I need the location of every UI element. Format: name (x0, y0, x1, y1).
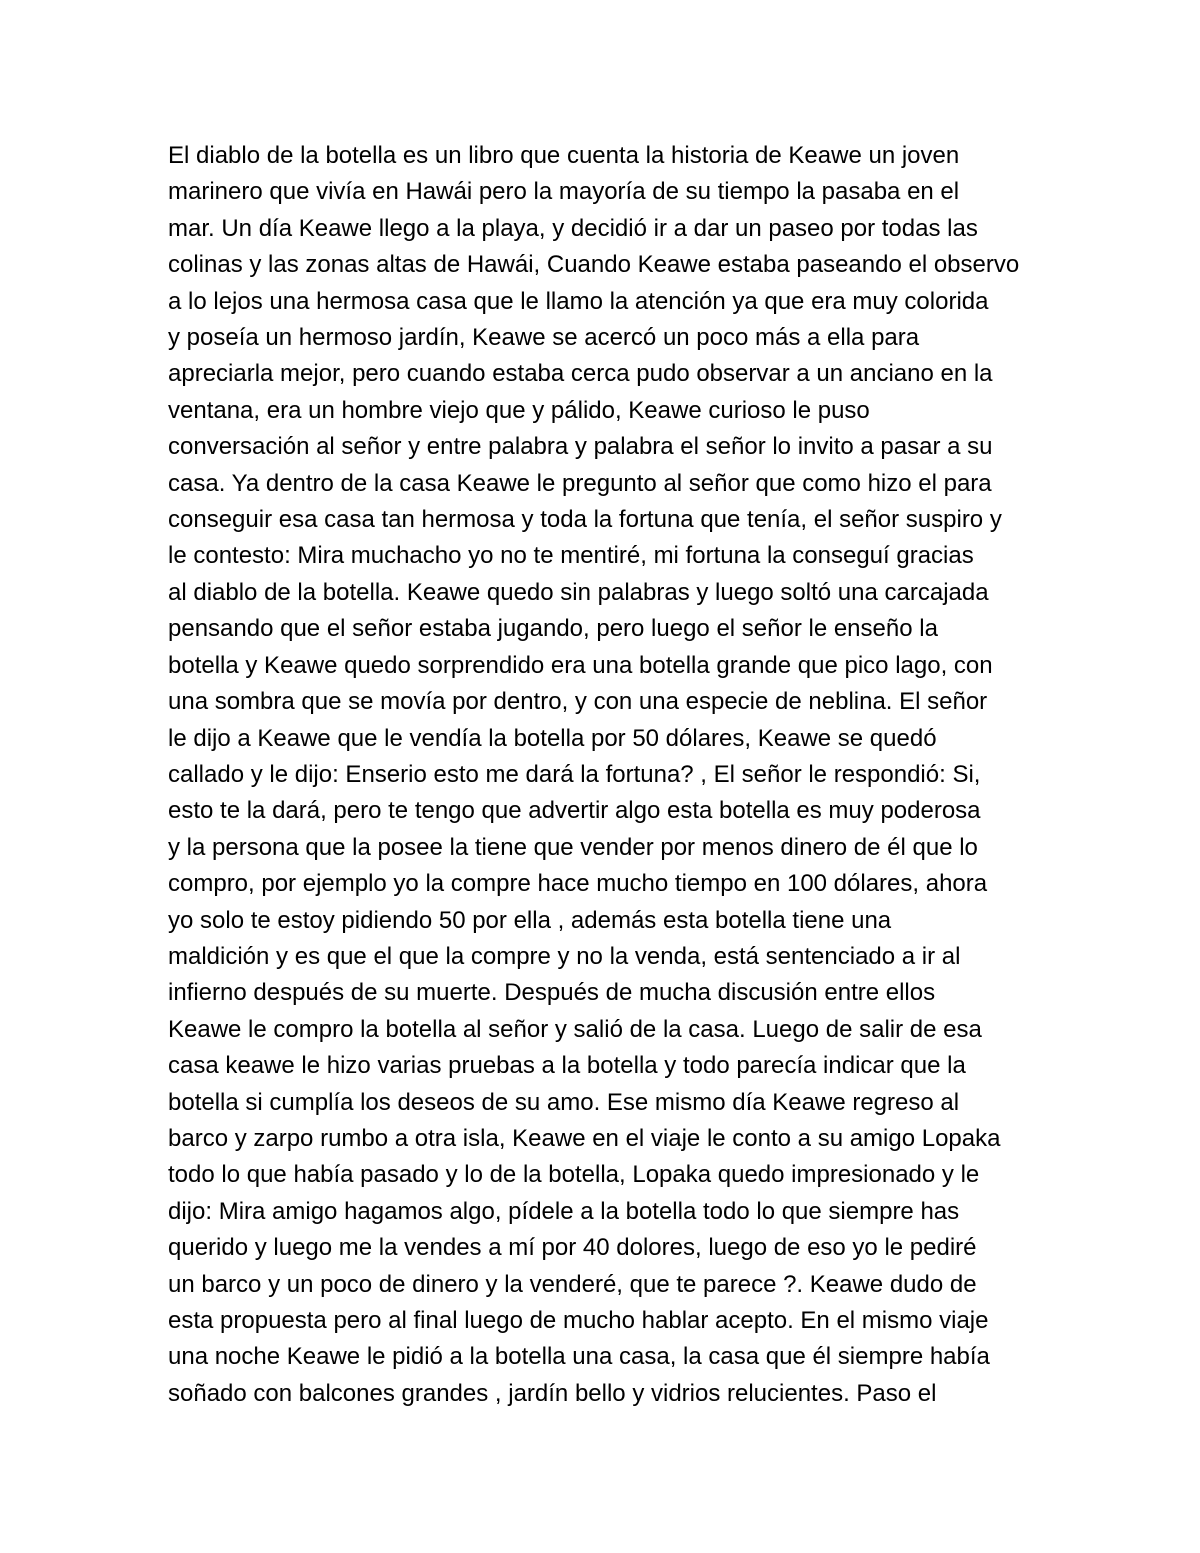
text-line: pensando que el señor estaba jugando, pero luego el señor le enseño la (168, 615, 938, 643)
text-line: todo lo que había pasado y lo de la botella, Lopaka quedo impresionado y le (168, 1161, 980, 1189)
text-line: una noche Keawe le pidió a la botella una casa, la casa que él siempre había (168, 1343, 990, 1371)
text-line: un barco y un poco de dinero y la venderé, que te parece ?. Keawe dudo de (168, 1270, 977, 1298)
text-line: una sombra que se movía por dentro, y con una especie de neblina. El señor (168, 688, 988, 716)
text-line: le contesto: Mira muchacho yo no te mentiré, mi fortuna la conseguí gracias (168, 542, 974, 570)
text-line: compro, por ejemplo yo la compre hace mucho tiempo en 100 dólares, ahora (168, 870, 988, 898)
text-line: esto te la dará, pero te tengo que advertir algo esta botella es muy poderosa (168, 797, 981, 825)
text-line: conseguir esa casa tan hermosa y toda la fortuna que tenía, el señor suspiro y (168, 506, 1002, 534)
text-line: callado y le dijo: Enserio esto me dará la fortuna? , El señor le respondió: Si, (168, 760, 981, 788)
text-line: infierno después de su muerte. Después de mucha discusión entre ellos (168, 979, 936, 1007)
text-line: botella y Keawe quedo sorprendido era una botella grande que pico lago, con (168, 651, 993, 679)
text-line: casa keawe le hizo varias pruebas a la botella y todo parecía indicar que la (168, 1052, 966, 1080)
text-line: a lo lejos una hermosa casa que le llamo la atención ya que era muy colorida (168, 287, 989, 315)
text-line: ventana, era un hombre viejo que y pálido, Keawe curioso le puso (168, 396, 870, 424)
text-line: casa. Ya dentro de la casa Keawe le pregunto al señor que como hizo el para (168, 469, 992, 497)
text-line: botella si cumplía los deseos de su amo. Ese mismo día Keawe regreso al (168, 1088, 960, 1116)
text-line: y la persona que la posee la tiene que vender por menos dinero de él que lo (168, 833, 978, 861)
text-line: yo solo te estoy pidiendo 50 por ella , además esta botella tiene una (168, 906, 892, 934)
text-line: conversación al señor y entre palabra y palabra el señor lo invito a pasar a su (168, 433, 993, 461)
text-line: esta propuesta pero al final luego de mucho hablar acepto. En el mismo viaje (168, 1307, 989, 1334)
text-line: y poseía un hermoso jardín, Keawe se acercó un poco más a ella para (168, 324, 920, 352)
body-text (168, 138, 1048, 1412)
text-line: le dijo a Keawe que le vendía la botella por 50 dólares, Keawe se quedó (168, 724, 937, 752)
text-line: barco y zarpo rumbo a otra isla, Keawe en el viaje le conto a su amigo Lopaka (168, 1124, 1001, 1152)
text-line: colinas y las zonas altas de Hawái, Cuando Keawe estaba paseando el observo (168, 251, 1020, 279)
text-line: querido y luego me la vendes a mí por 40 dolores, luego de eso yo le pediré (168, 1234, 977, 1262)
text-line: maldición y es que el que la compre y no la venda, está sentenciado a ir al (168, 942, 961, 970)
text-line: El diablo de la botella es un libro que cuenta la historia de Keawe un joven (168, 142, 960, 169)
text-line: al diablo de la botella. Keawe quedo sin palabras y luego soltó una carcajada (168, 578, 989, 606)
text-line: apreciarla mejor, pero cuando estaba cerca pudo observar a un anciano en la (168, 360, 993, 388)
text-line: dijo: Mira amigo hagamos algo, pídele a la botella todo lo que siempre has (168, 1197, 960, 1225)
text-line: Keawe le compro la botella al señor y salió de la casa. Luego de salir de esa (168, 1015, 982, 1043)
text-line: marinero que vivía en Hawái pero la mayoría de su tiempo la pasaba en el (168, 178, 960, 206)
text-line: soñado con balcones grandes , jardín bello y vidrios relucientes. Paso el (168, 1379, 937, 1407)
text-line: mar. Un día Keawe llego a la playa, y decidió ir a dar un paseo por todas las (168, 214, 978, 242)
